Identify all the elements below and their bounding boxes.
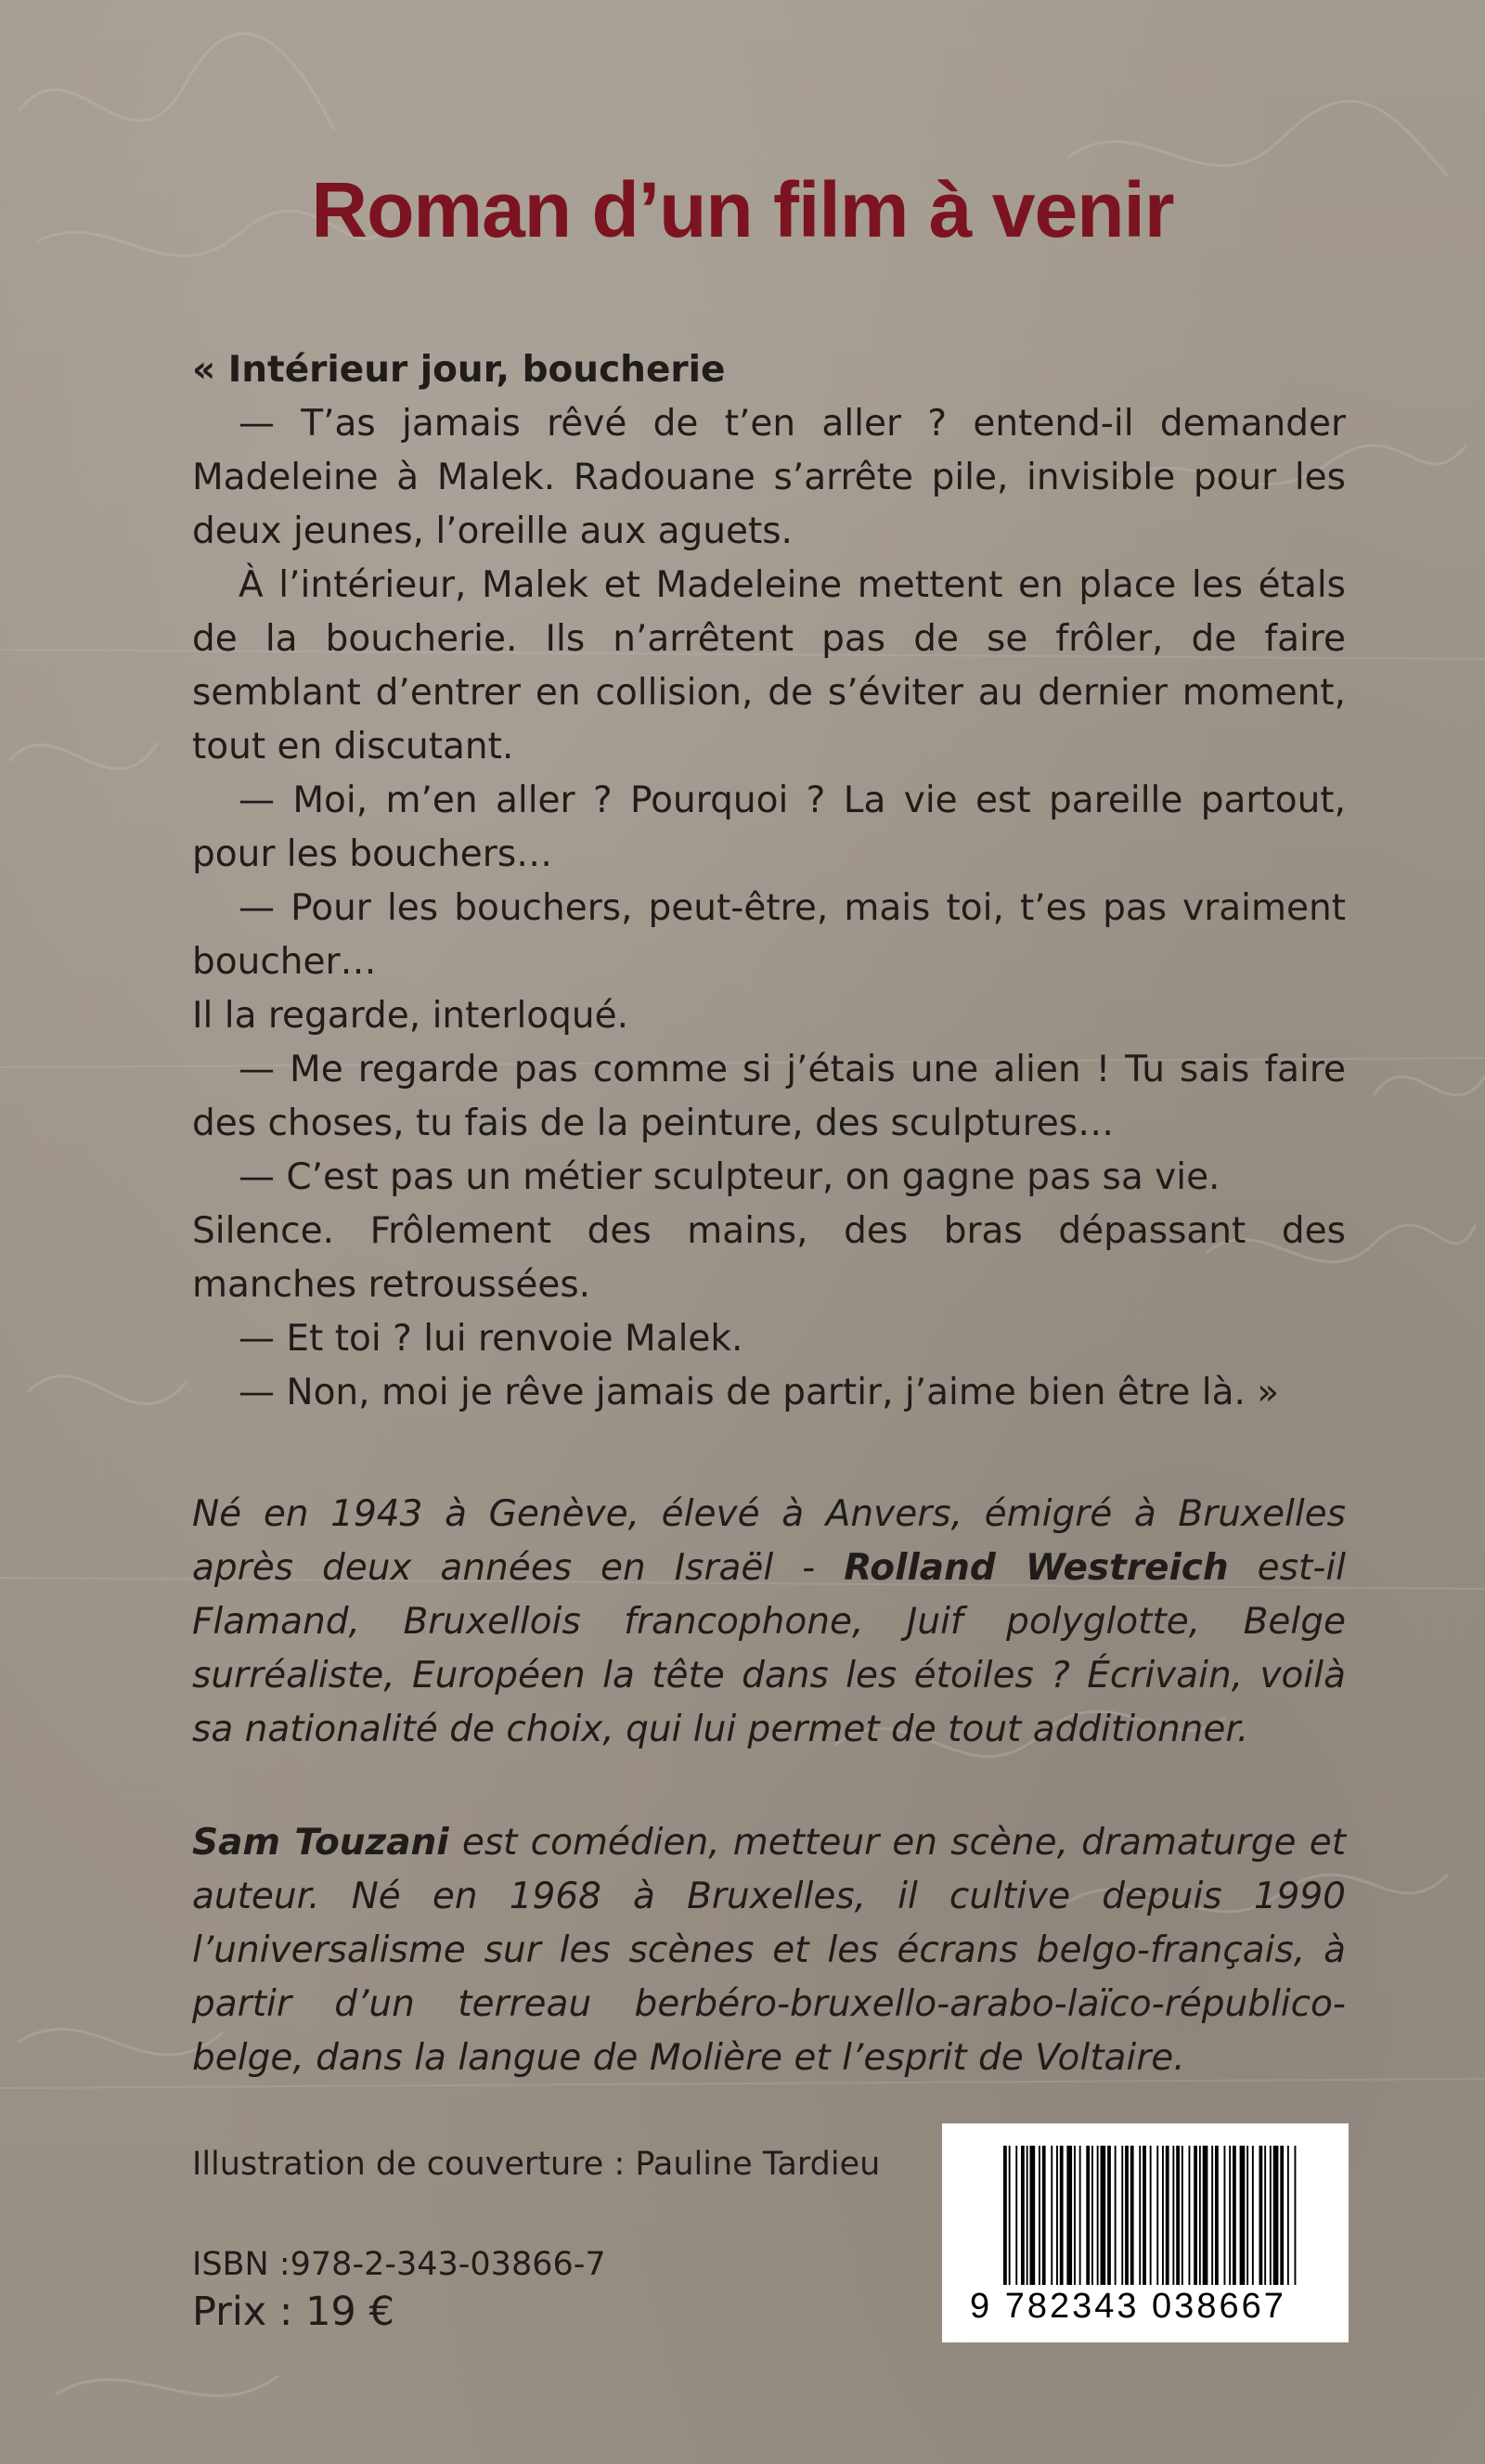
author-name: Sam Touzani [192,1822,449,1864]
barcode-bar [1101,2146,1106,2285]
barcode-bars [1001,2146,1298,2285]
bio-text: est comédien, metteur en scène, dramaturge et auteur. Né en 1968 à Bruxelles, il cultive depuis 1990 l’universalisme sur les scènes et les écrans belgo-français, à partir d’un terreau berbéro-bruxello-arabo-laïco-républico-belge, dans la langue de Molière et l’esprit de Voltaire. [192,1822,1347,2079]
barcode-bar [1199,2146,1201,2285]
barcode-bar [1287,2146,1289,2285]
barcode-bar [1021,2146,1025,2285]
barcode-bar [1125,2146,1129,2285]
barcode-bar [1107,2146,1111,2285]
barcode-bar [1162,2146,1164,2285]
excerpt-paragraph: — C’est pas un métier sculpteur, on gagne pas sa vie. [239,1156,1220,1198]
barcode-bar [1115,2146,1117,2285]
barcode-bar [1259,2146,1263,2285]
isbn: ISBN :978-2-343-03866-7 [192,2246,606,2283]
barcode-bar [1229,2146,1231,2285]
barcode-bar [1240,2146,1246,2285]
barcode-bar [1189,2146,1191,2285]
barcode-bar [1003,2146,1007,2285]
excerpt-paragraph: Silence. Frôlement des mains, des bras dépassant des manches retroussées. [192,1210,1346,1306]
excerpt-paragraph: — Moi, m’en aller ? Pourquoi ? La vie est pareille partout, pour les bouchers… [192,780,1346,875]
excerpt-paragraph: — Me regarde pas comme si j’étais une alien ! Tu sais faire des choses, tu fais de la peinture, des sculptures… [192,1049,1346,1144]
barcode-bar [1182,2146,1183,2285]
barcode-bar [1270,2146,1272,2285]
barcode-bar [1215,2146,1219,2285]
barcode-bar [1009,2146,1011,2285]
barcode-bar [1172,2146,1174,2285]
excerpt-paragraph: — Pour les bouchers, peut-être, mais toi, t’es pas vraiment boucher… [192,887,1346,983]
barcode-bar [1252,2146,1254,2285]
barcode-bar [1056,2146,1058,2285]
barcode-bar [1246,2146,1248,2285]
barcode-bar [1233,2146,1236,2285]
excerpt-heading: « Intérieur jour, boucherie [192,349,726,391]
author-name: Rolland Westreich [844,1547,1229,1589]
excerpt [192,343,1346,1420]
barcode-bar [1066,2146,1072,2285]
excerpt-paragraph: — Et toi ? lui renvoie Malek. [239,1318,743,1360]
barcode-bar [1030,2146,1036,2285]
excerpt-paragraph: Il la regarde, interloqué. [192,995,629,1037]
barcode-bar [1273,2146,1279,2285]
bio-text: Né en 1943 à Genève, élevé à Anvers, émigré à Bruxelles après deux années en Israël - [192,1493,1346,1589]
barcode-bar [1086,2146,1090,2285]
barcode-bar [1139,2146,1141,2285]
barcode-bar [1176,2146,1180,2285]
barcode [942,2123,1349,2342]
illustration-credit: Illustration de couverture : Pauline Tardieu [192,2146,881,2183]
price: Prix : 19 € [192,2289,394,2335]
barcode-bar [1074,2146,1076,2285]
barcode-bar [1194,2146,1197,2285]
barcode-bar [1042,2146,1046,2285]
barcode-bar [1060,2146,1064,2285]
barcode-bar [1150,2146,1152,2285]
barcode-bar [1121,2146,1123,2285]
barcode-bar [1166,2146,1169,2285]
barcode-bar [1224,2146,1226,2285]
barcode-bar [1156,2146,1158,2285]
barcode-bar [1039,2146,1040,2285]
barcode-bar [1280,2146,1284,2285]
barcode-bar [1143,2146,1146,2285]
barcode-number: 9 782343 038667 [970,2287,1286,2326]
barcode-bar [1097,2146,1099,2285]
author-bio-westreich [192,1488,1346,1757]
barcode-bar [1091,2146,1093,2285]
barcode-bar [1051,2146,1052,2285]
barcode-bar [1264,2146,1266,2285]
excerpt-paragraph: — Non, moi je rêve jamais de partir, j’aime bien être là. » [239,1372,1280,1413]
barcode-bar [1079,2146,1081,2285]
barcode-bar [1027,2146,1028,2285]
barcode-bar [1295,2146,1297,2285]
barcode-bar [1130,2146,1134,2285]
author-bio-touzani [192,1816,1346,2085]
barcode-bar [1211,2146,1213,2285]
excerpt-paragraph: À l’intérieur, Malek et Madeleine mettent en place les étals de la boucherie. Ils n’arrêtent pas de se frôler, de faire semblant d’entrer en collision, de s’éviter au dernier moment, tout en discutant. [192,564,1346,768]
bio-text: est-il Flamand, Bruxellois francophone, Juif polyglotte, Belge surréaliste, Européen la tête dans les étoiles ? Écrivain, voilà sa nationalité de choix, qui lui permet de tout additionner. [192,1547,1346,1750]
excerpt-paragraph: — T’as jamais rêvé de t’en aller ? entend-il demander Madeleine à Malek. Radouane s’arrête pile, invisible pour les deux jeunes, l’oreille aux aguets. [192,403,1346,552]
book-title: Roman d’un film à venir [311,166,1174,253]
barcode-bar [1015,2146,1017,2285]
barcode-bar [1203,2146,1208,2285]
